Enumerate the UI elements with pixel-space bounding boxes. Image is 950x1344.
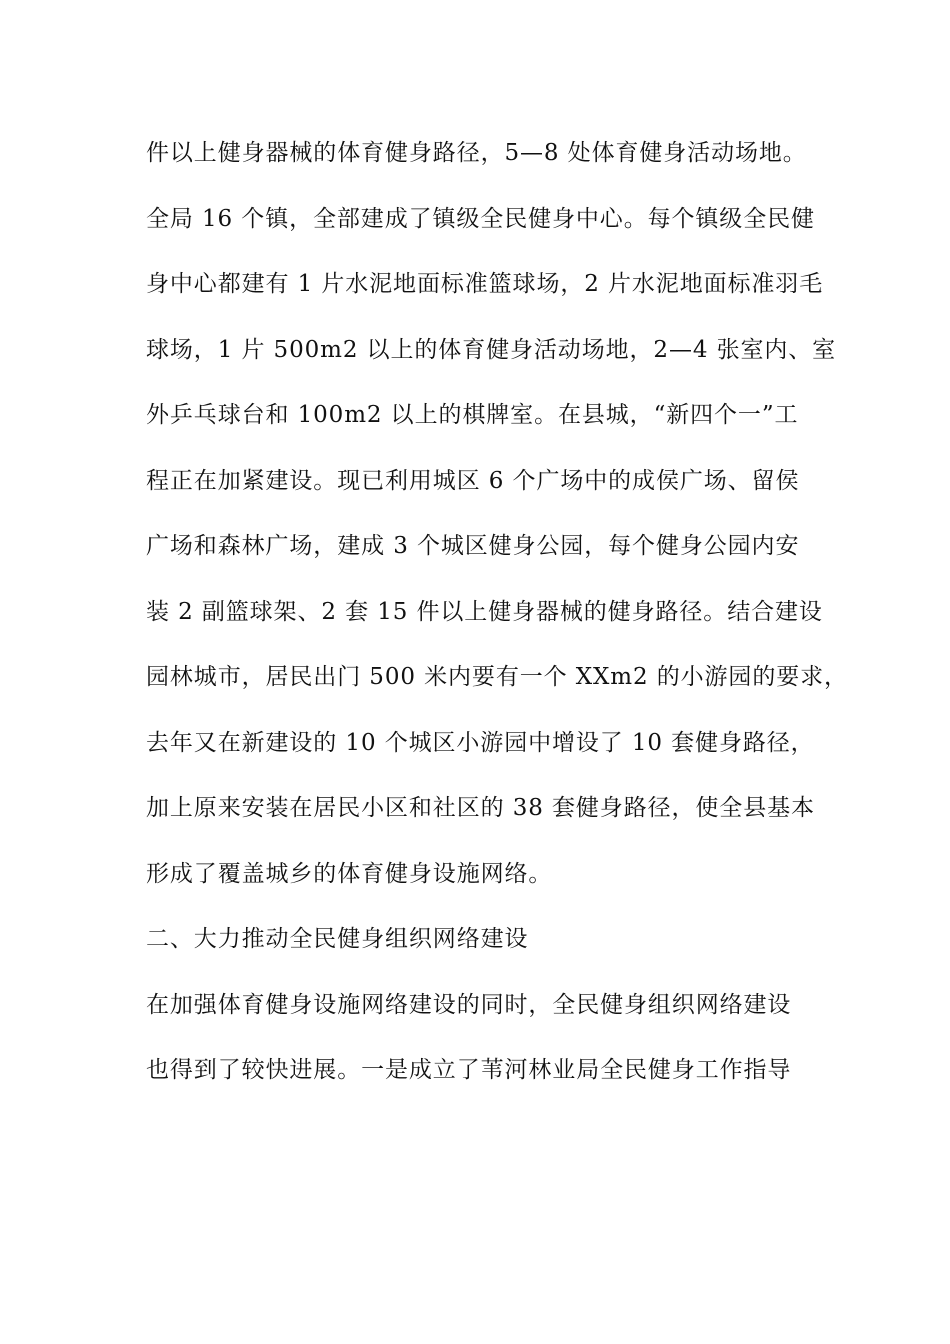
text-line: 装 2 副篮球架、2 套 15 件以上健身器械的健身路径。结合建设	[146, 598, 823, 625]
text-line: 形成了覆盖城乡的体育健身设施网络。	[146, 860, 553, 887]
text-line: 加上原来安装在居民小区和社区的 38 套健身路径，使全县基本	[146, 795, 815, 821]
text-line: 球场，1 片 500m2 以上的体育健身活动场地，2—4 张室内、室	[146, 336, 837, 363]
section-heading: 二、大力推动全民健身组织网络建设	[146, 926, 529, 952]
text-line: 也得到了较快进展。一是成立了苇河林业局全民健身工作指导	[146, 1057, 792, 1083]
text-line: 全局 16 个镇，全部建成了镇级全民健身中心。每个镇级全民健	[146, 205, 815, 232]
text-line: 程正在加紧建设。现已利用城区 6 个广场中的成侯广场、留侯	[146, 467, 800, 494]
text-line: 身中心都建有 1 片水泥地面标准篮球场，2 片水泥地面标准羽毛	[146, 271, 824, 297]
text-line: 件以上健身器械的体育健身路径，5—8 处体育健身活动场地。	[146, 140, 807, 166]
text-line: 在加强体育健身设施网络建设的同时，全民健身组织网络建设	[146, 991, 792, 1018]
body-text	[146, 128, 848, 1111]
text-line: 园林城市，居民出门 500 米内要有一个 XXm2 的小游园的要求，	[146, 664, 848, 690]
text-line: 广场和森林广场，建成 3 个城区健身公园，每个健身公园内安	[146, 533, 800, 559]
text-line: 去年又在新建设的 10 个城区小游园中增设了 10 套健身路径，	[146, 729, 815, 756]
text-line: 外乒乓球台和 100m2 以上的棋牌室。在县城，“新四个一”工	[146, 402, 799, 428]
